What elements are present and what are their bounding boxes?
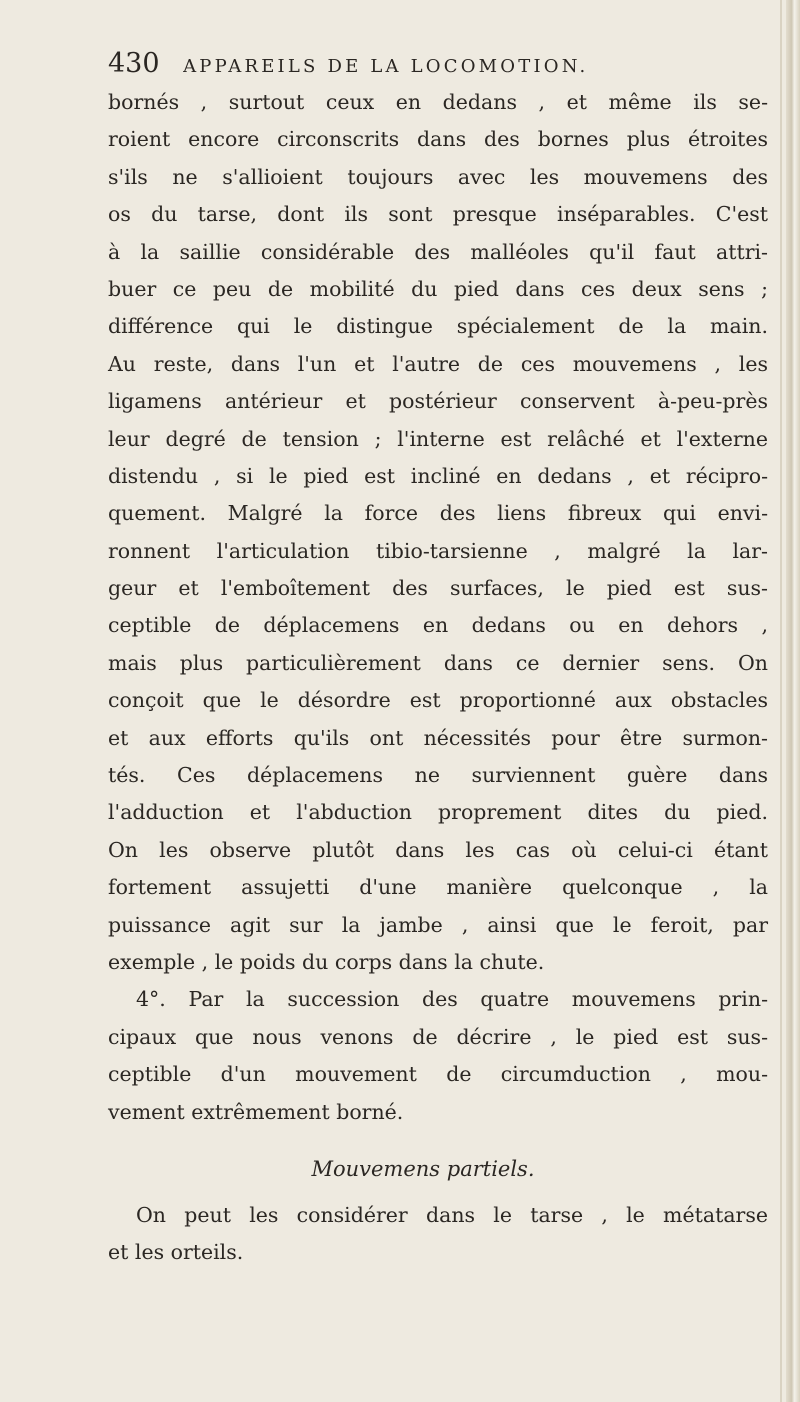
paragraph-1 bbox=[108, 84, 768, 981]
body-text bbox=[108, 84, 768, 1272]
page-edge-line bbox=[780, 0, 782, 1402]
text-line: différence qui le distingue spécialement de la main. bbox=[108, 314, 768, 339]
page-header bbox=[108, 48, 688, 79]
text-line: buer ce peu de mobilité du pied dans ces deux sens ; bbox=[108, 276, 768, 301]
text-line: et aux efforts qu'ils ont nécessités pour être surmon- bbox=[108, 725, 768, 750]
text-line: cipaux que nous venons de décrire , le pied est sus- bbox=[108, 1024, 768, 1049]
text-line: leur degré de tension ; l'interne est relâché et l'externe bbox=[108, 426, 768, 451]
text-line: On les observe plutôt dans les cas où celui-ci étant bbox=[108, 837, 768, 862]
section-heading: Mouvemens partiels. bbox=[311, 1156, 535, 1181]
text-line: roient encore circonscrits dans des bornes plus étroites bbox=[108, 127, 768, 152]
text-line: quement. Malgré la force des liens fibreux qui envi- bbox=[108, 501, 768, 526]
text-line: mais plus particulièrement dans ce dernier sens. On bbox=[108, 650, 768, 675]
text-line: exemple , le poids du corps dans la chute. bbox=[108, 949, 545, 974]
text-line: fortement assujetti d'une manière quelconque , la bbox=[108, 875, 768, 900]
text-line: os du tarse, dont ils sont presque inséparables. C'est bbox=[108, 202, 768, 227]
text-line: ceptible d'un mouvement de circumduction , mou- bbox=[108, 1062, 768, 1087]
running-title: APPAREILS DE LA LOCOMOTION. bbox=[183, 56, 589, 77]
text-line: 4°. Par la succession des quatre mouvemens prin- bbox=[136, 987, 768, 1012]
text-line: geur et l'emboîtement des surfaces, le pied est sus- bbox=[108, 576, 768, 601]
text-line: s'ils ne s'allioient toujours avec les mouvemens des bbox=[108, 164, 768, 189]
text-line: ronnent l'articulation tibio-tarsienne , malgré la lar- bbox=[108, 538, 768, 563]
paragraph-3 bbox=[108, 1197, 768, 1272]
text-line: ligamens antérieur et postérieur conservent à-peu-près bbox=[108, 389, 768, 414]
text-line: bornés , surtout ceux en dedans , et même ils se- bbox=[108, 90, 768, 114]
text-line: vement extrêmement borné. bbox=[108, 1099, 404, 1124]
text-line: On peut les considérer dans le tarse , le métatarse bbox=[136, 1202, 768, 1227]
text-line: l'adduction et l'abduction proprement dites du pied. bbox=[108, 800, 768, 825]
text-line: Au reste, dans l'un et l'autre de ces mouvemens , les bbox=[108, 351, 768, 376]
text-line: ceptible de déplacemens en dedans ou en dehors , bbox=[108, 613, 768, 638]
text-line: distendu , si le pied est incliné en dedans , et récipro- bbox=[108, 463, 768, 488]
text-line: conçoit que le désordre est proportionné aux obstacles bbox=[108, 688, 768, 713]
text-line: puissance agit sur la jambe , ainsi que le feroit, par bbox=[108, 912, 768, 937]
text-line: tés. Ces déplacemens ne surviennent guère dans bbox=[108, 763, 768, 788]
page-number: 430 bbox=[108, 48, 160, 79]
text-line: à la saillie considérable des malléoles qu'il faut attri- bbox=[108, 239, 768, 264]
text-line: et les orteils. bbox=[108, 1240, 244, 1265]
paragraph-2 bbox=[108, 981, 768, 1131]
page-edge bbox=[786, 0, 800, 1402]
